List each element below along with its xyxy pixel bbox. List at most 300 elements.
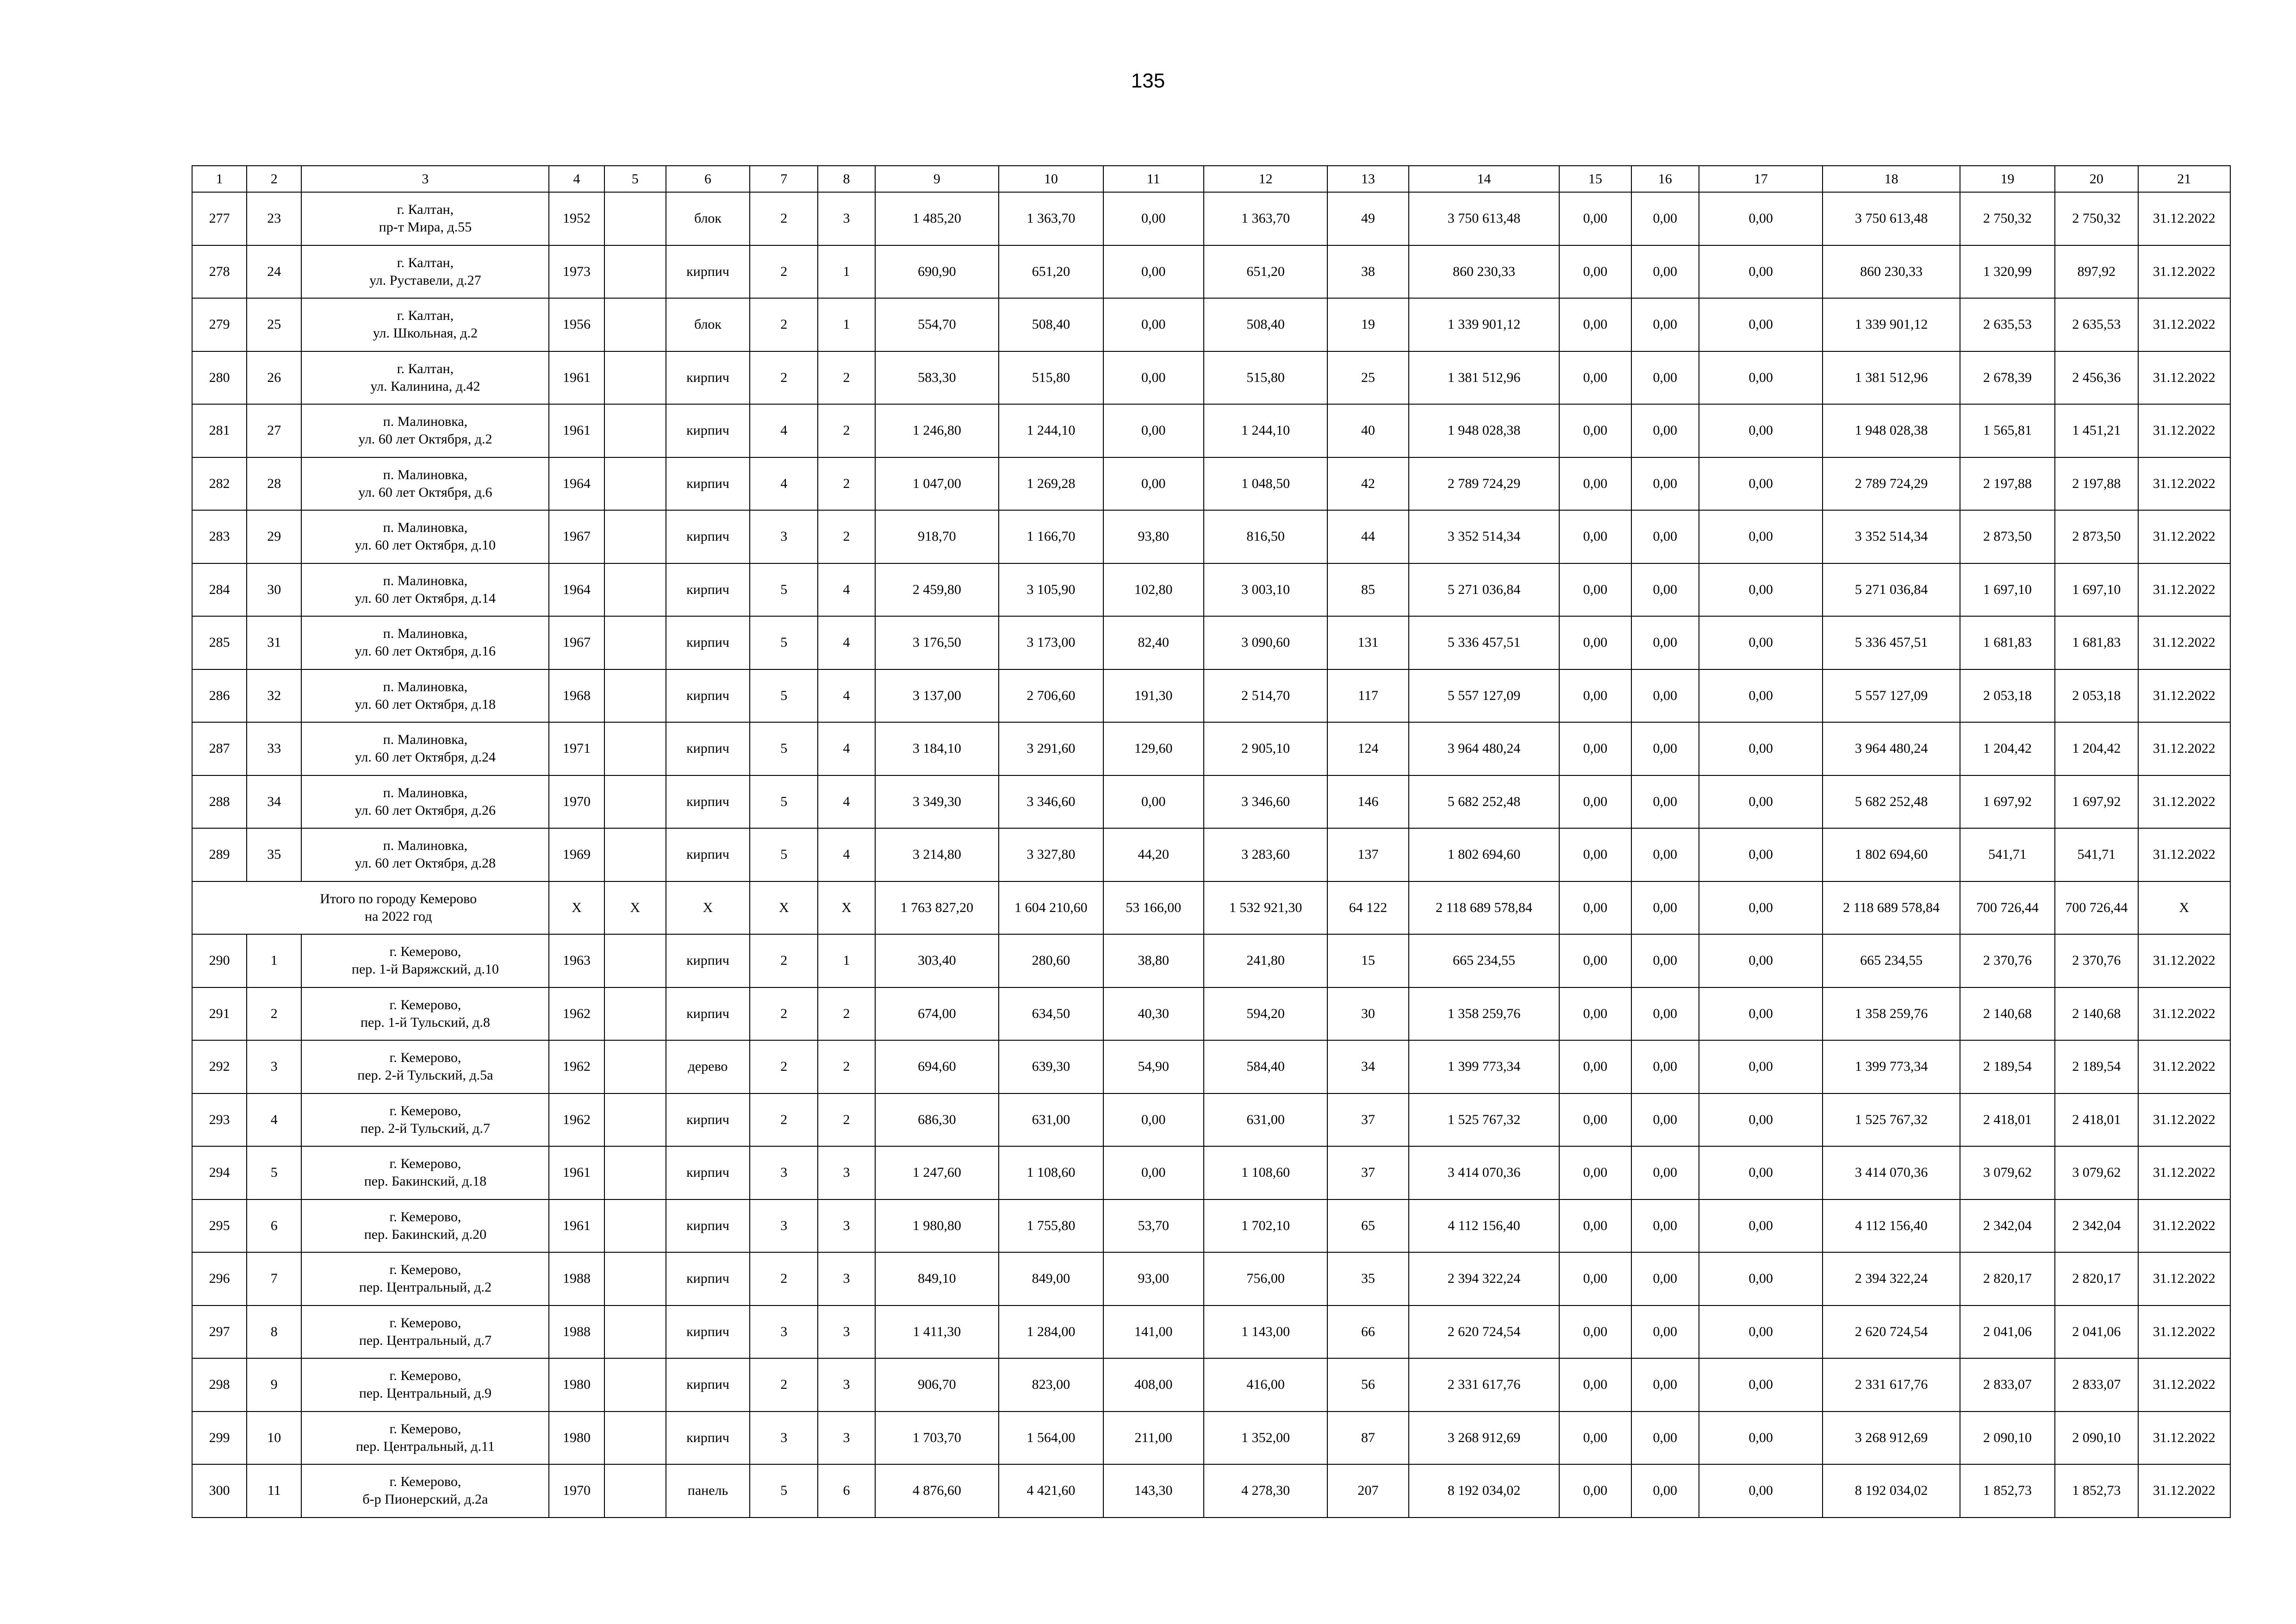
value-cell: 3 750 613,48 bbox=[1409, 192, 1560, 245]
value-cell: 0,00 bbox=[1699, 722, 1823, 775]
address-street: пер. 1-й Варяжский, д.10 bbox=[351, 962, 499, 977]
value-cell: 1980 bbox=[549, 1412, 604, 1465]
value-cell: кирпич bbox=[666, 1412, 750, 1465]
value-cell: 1 108,60 bbox=[1204, 1146, 1327, 1199]
value-cell: 3 214,80 bbox=[875, 828, 999, 881]
value-cell: 0,00 bbox=[1559, 404, 1631, 457]
address-locality: п. Малиновка, bbox=[383, 679, 468, 694]
value-cell: 0,00 bbox=[1699, 404, 1823, 457]
value-cell: 0,00 bbox=[1699, 1040, 1823, 1093]
value-cell: 0,00 bbox=[1699, 563, 1823, 617]
value-cell: 2 620 724,54 bbox=[1409, 1305, 1560, 1359]
value-cell: 82,40 bbox=[1103, 616, 1204, 669]
value-cell: 146 bbox=[1327, 775, 1408, 829]
value-cell: 31.12.2022 bbox=[2138, 245, 2230, 299]
value-cell: 4 bbox=[818, 828, 875, 881]
value-cell: 1 381 512,96 bbox=[1823, 351, 1960, 405]
value-cell: 0,00 bbox=[1699, 192, 1823, 245]
value-cell: 85 bbox=[1327, 563, 1408, 617]
value-cell: 0,00 bbox=[1699, 669, 1823, 723]
value-cell: 5 682 252,48 bbox=[1409, 775, 1560, 829]
value-cell: 674,00 bbox=[875, 987, 999, 1041]
total-value-cell: 700 726,44 bbox=[2055, 881, 2138, 935]
value-cell: 0,00 bbox=[1631, 616, 1699, 669]
value-cell: 0,00 bbox=[1559, 1040, 1631, 1093]
value-cell: 1 bbox=[818, 245, 875, 299]
value-cell: 1952 bbox=[549, 192, 604, 245]
value-cell: 2 331 617,76 bbox=[1409, 1358, 1560, 1412]
address-locality: п. Малиновка, bbox=[383, 626, 468, 642]
local-number-cell: 33 bbox=[247, 722, 301, 775]
row-number-cell: 299 bbox=[192, 1412, 247, 1465]
value-cell: 3 003,10 bbox=[1204, 563, 1327, 617]
value-cell: 31.12.2022 bbox=[2138, 669, 2230, 723]
value-cell: 2 053,18 bbox=[2055, 669, 2138, 723]
value-cell: 53,70 bbox=[1103, 1199, 1204, 1253]
value-cell: 2 bbox=[750, 1040, 818, 1093]
value-cell: 0,00 bbox=[1631, 722, 1699, 775]
address-cell bbox=[301, 616, 549, 669]
table-row bbox=[192, 775, 2230, 829]
column-number-header: 19 bbox=[1960, 166, 2055, 192]
address-cell bbox=[301, 351, 549, 405]
value-cell: 1 339 901,12 bbox=[1409, 298, 1560, 351]
value-cell: 44,20 bbox=[1103, 828, 1204, 881]
value-cell: 1964 bbox=[549, 457, 604, 511]
value-cell: 0,00 bbox=[1631, 669, 1699, 723]
address-locality: п. Малиновка, bbox=[383, 467, 468, 482]
value-cell: 0,00 bbox=[1559, 669, 1631, 723]
value-cell bbox=[604, 404, 666, 457]
value-cell: 1 246,80 bbox=[875, 404, 999, 457]
address-locality: г. Кемерово, bbox=[389, 1156, 461, 1172]
value-cell: 2 789 724,29 bbox=[1823, 457, 1960, 511]
value-cell: 823,00 bbox=[999, 1358, 1103, 1412]
row-number-cell: 293 bbox=[192, 1093, 247, 1147]
value-cell: 1 381 512,96 bbox=[1409, 351, 1560, 405]
value-cell bbox=[604, 1252, 666, 1305]
value-cell: 0,00 bbox=[1559, 351, 1631, 405]
value-cell: 4 bbox=[818, 722, 875, 775]
value-cell: 3 bbox=[750, 1146, 818, 1199]
row-number-cell: 279 bbox=[192, 298, 247, 351]
value-cell: 5 bbox=[750, 722, 818, 775]
value-cell: 1 980,80 bbox=[875, 1199, 999, 1253]
value-cell: 0,00 bbox=[1559, 775, 1631, 829]
value-cell: 42 bbox=[1327, 457, 1408, 511]
value-cell: 2 bbox=[750, 192, 818, 245]
value-cell: 2 750,32 bbox=[2055, 192, 2138, 245]
value-cell: 211,00 bbox=[1103, 1412, 1204, 1465]
value-cell: 1 802 694,60 bbox=[1823, 828, 1960, 881]
value-cell: 918,70 bbox=[875, 510, 999, 563]
value-cell: 1961 bbox=[549, 1199, 604, 1253]
value-cell: 4 bbox=[818, 563, 875, 617]
value-cell: 5 271 036,84 bbox=[1409, 563, 1560, 617]
table-row bbox=[192, 1464, 2230, 1518]
value-cell: 2 bbox=[750, 987, 818, 1041]
value-cell: 3 352 514,34 bbox=[1823, 510, 1960, 563]
address-street: ул. Руставели, д.27 bbox=[369, 272, 481, 288]
total-value-cell: 2 118 689 578,84 bbox=[1823, 881, 1960, 935]
value-cell: 651,20 bbox=[999, 245, 1103, 299]
value-cell: 124 bbox=[1327, 722, 1408, 775]
value-cell: 1 244,10 bbox=[999, 404, 1103, 457]
total-label-line: Итого по городу Кемерово bbox=[320, 891, 477, 906]
table-row bbox=[192, 1146, 2230, 1199]
address-street: ул. 60 лет Октября, д.10 bbox=[355, 537, 496, 553]
value-cell: 1 525 767,32 bbox=[1823, 1093, 1960, 1147]
value-cell: 0,00 bbox=[1559, 1305, 1631, 1359]
value-cell: 1 697,10 bbox=[1960, 563, 2055, 617]
address-cell bbox=[301, 722, 549, 775]
value-cell: 2 bbox=[750, 1252, 818, 1305]
value-cell: 93,00 bbox=[1103, 1252, 1204, 1305]
value-cell: 1 204,42 bbox=[1960, 722, 2055, 775]
value-cell: 1967 bbox=[549, 510, 604, 563]
value-cell: 0,00 bbox=[1699, 298, 1823, 351]
value-cell: 3 414 070,36 bbox=[1409, 1146, 1560, 1199]
address-cell bbox=[301, 192, 549, 245]
value-cell: 1956 bbox=[549, 298, 604, 351]
value-cell: 541,71 bbox=[1960, 828, 2055, 881]
value-cell: 1970 bbox=[549, 775, 604, 829]
column-number-header: 5 bbox=[604, 166, 666, 192]
address-cell bbox=[301, 1358, 549, 1412]
table-row bbox=[192, 1412, 2230, 1465]
total-value-cell: 1 763 827,20 bbox=[875, 881, 999, 935]
value-cell: 0,00 bbox=[1631, 1093, 1699, 1147]
value-cell: кирпич bbox=[666, 1093, 750, 1147]
address-street: ул. 60 лет Октября, д.18 bbox=[355, 696, 496, 712]
value-cell bbox=[604, 298, 666, 351]
value-cell: 31.12.2022 bbox=[2138, 1305, 2230, 1359]
address-street: б-р Пионерский, д.2а bbox=[362, 1492, 488, 1507]
value-cell: 0,00 bbox=[1631, 934, 1699, 987]
value-cell: 31.12.2022 bbox=[2138, 1199, 2230, 1253]
row-number-cell: 281 bbox=[192, 404, 247, 457]
column-number-header: 17 bbox=[1699, 166, 1823, 192]
value-cell: 1 948 028,38 bbox=[1823, 404, 1960, 457]
value-cell: 6 bbox=[818, 1464, 875, 1518]
value-cell: 129,60 bbox=[1103, 722, 1204, 775]
value-cell: 0,00 bbox=[1699, 351, 1823, 405]
row-number-cell: 291 bbox=[192, 987, 247, 1041]
value-cell: 1 244,10 bbox=[1204, 404, 1327, 457]
address-locality: г. Калтан, bbox=[397, 202, 454, 218]
value-cell: 1980 bbox=[549, 1358, 604, 1412]
value-cell: 694,60 bbox=[875, 1040, 999, 1093]
value-cell: 1 411,30 bbox=[875, 1305, 999, 1359]
value-cell: 0,00 bbox=[1699, 616, 1823, 669]
value-cell: 0,00 bbox=[1103, 775, 1204, 829]
value-cell: 191,30 bbox=[1103, 669, 1204, 723]
column-number-header: 9 bbox=[875, 166, 999, 192]
table-row bbox=[192, 1252, 2230, 1305]
value-cell: кирпич bbox=[666, 775, 750, 829]
value-cell: 56 bbox=[1327, 1358, 1408, 1412]
value-cell: 906,70 bbox=[875, 1358, 999, 1412]
value-cell: 241,80 bbox=[1204, 934, 1327, 987]
value-cell: 4 421,60 bbox=[999, 1464, 1103, 1518]
value-cell: 3 346,60 bbox=[999, 775, 1103, 829]
value-cell: 1 485,20 bbox=[875, 192, 999, 245]
column-number-header: 18 bbox=[1823, 166, 1960, 192]
value-cell: 2 394 322,24 bbox=[1409, 1252, 1560, 1305]
column-number-row bbox=[192, 166, 2230, 192]
value-cell: 686,30 bbox=[875, 1093, 999, 1147]
local-number-cell: 28 bbox=[247, 457, 301, 511]
value-cell: 2 bbox=[750, 298, 818, 351]
value-cell bbox=[604, 775, 666, 829]
local-number-cell: 30 bbox=[247, 563, 301, 617]
value-cell: 87 bbox=[1327, 1412, 1408, 1465]
value-cell: 1963 bbox=[549, 934, 604, 987]
value-cell: 1 bbox=[818, 298, 875, 351]
value-cell: 3 173,00 bbox=[999, 616, 1103, 669]
value-cell: 1 247,60 bbox=[875, 1146, 999, 1199]
value-cell: 3 964 480,24 bbox=[1409, 722, 1560, 775]
value-cell: 37 bbox=[1327, 1146, 1408, 1199]
value-cell: 31.12.2022 bbox=[2138, 298, 2230, 351]
value-cell: 1 358 259,76 bbox=[1409, 987, 1560, 1041]
value-cell: 2 459,80 bbox=[875, 563, 999, 617]
value-cell: 3 bbox=[818, 1252, 875, 1305]
value-cell: 0,00 bbox=[1559, 457, 1631, 511]
value-cell: 2 873,50 bbox=[1960, 510, 2055, 563]
local-number-cell: 6 bbox=[247, 1199, 301, 1253]
value-cell: 3 352 514,34 bbox=[1409, 510, 1560, 563]
value-cell bbox=[604, 1464, 666, 1518]
column-number-header: 14 bbox=[1409, 166, 1560, 192]
value-cell: 897,92 bbox=[2055, 245, 2138, 299]
column-number-header: 20 bbox=[2055, 166, 2138, 192]
value-cell: 5 557 127,09 bbox=[1409, 669, 1560, 723]
value-cell: 0,00 bbox=[1699, 457, 1823, 511]
value-cell: 1962 bbox=[549, 1040, 604, 1093]
address-locality: г. Кемерово, bbox=[389, 1315, 461, 1330]
value-cell: 816,50 bbox=[1204, 510, 1327, 563]
address-cell bbox=[301, 457, 549, 511]
value-cell: 690,90 bbox=[875, 245, 999, 299]
local-number-cell: 34 bbox=[247, 775, 301, 829]
table-row bbox=[192, 616, 2230, 669]
address-locality: п. Малиновка, bbox=[383, 414, 468, 430]
value-cell: 1 703,70 bbox=[875, 1412, 999, 1465]
value-cell: 1 681,83 bbox=[1960, 616, 2055, 669]
value-cell: 2 bbox=[750, 1358, 818, 1412]
table-row bbox=[192, 1199, 2230, 1253]
value-cell: 1 948 028,38 bbox=[1409, 404, 1560, 457]
value-cell: 2 140,68 bbox=[2055, 987, 2138, 1041]
value-cell: 2 bbox=[818, 510, 875, 563]
value-cell: 860 230,33 bbox=[1823, 245, 1960, 299]
value-cell: 1967 bbox=[549, 616, 604, 669]
value-cell: 3 090,60 bbox=[1204, 616, 1327, 669]
value-cell: 0,00 bbox=[1559, 1464, 1631, 1518]
value-cell: 1 681,83 bbox=[2055, 616, 2138, 669]
row-number-cell: 296 bbox=[192, 1252, 247, 1305]
local-number-cell: 32 bbox=[247, 669, 301, 723]
value-cell: 31.12.2022 bbox=[2138, 563, 2230, 617]
row-number-cell: 286 bbox=[192, 669, 247, 723]
value-cell: 0,00 bbox=[1559, 722, 1631, 775]
value-cell: 38,80 bbox=[1103, 934, 1204, 987]
value-cell: кирпич bbox=[666, 351, 750, 405]
value-cell: 0,00 bbox=[1699, 245, 1823, 299]
housing-registry-table bbox=[192, 165, 2231, 1518]
total-value-cell: 53 166,00 bbox=[1103, 881, 1204, 935]
column-number-header: 2 bbox=[247, 166, 301, 192]
value-cell: 2 bbox=[818, 404, 875, 457]
value-cell: 5 557 127,09 bbox=[1823, 669, 1960, 723]
local-number-cell: 35 bbox=[247, 828, 301, 881]
value-cell: кирпич bbox=[666, 1252, 750, 1305]
value-cell: 2 342,04 bbox=[1960, 1199, 2055, 1253]
value-cell: 1 802 694,60 bbox=[1409, 828, 1560, 881]
value-cell: 651,20 bbox=[1204, 245, 1327, 299]
value-cell: 3 079,62 bbox=[1960, 1146, 2055, 1199]
value-cell: 31.12.2022 bbox=[2138, 616, 2230, 669]
value-cell: 0,00 bbox=[1559, 1146, 1631, 1199]
value-cell bbox=[604, 457, 666, 511]
value-cell: 31.12.2022 bbox=[2138, 1146, 2230, 1199]
value-cell: 5 336 457,51 bbox=[1409, 616, 1560, 669]
value-cell: блок bbox=[666, 298, 750, 351]
value-cell: 31.12.2022 bbox=[2138, 1040, 2230, 1093]
value-cell: 1973 bbox=[549, 245, 604, 299]
table-row bbox=[192, 298, 2230, 351]
address-locality: г. Кемерово, bbox=[389, 1103, 461, 1118]
value-cell: 3 bbox=[818, 1412, 875, 1465]
address-cell bbox=[301, 1412, 549, 1465]
value-cell: 2 370,76 bbox=[1960, 934, 2055, 987]
value-cell: 2 189,54 bbox=[1960, 1040, 2055, 1093]
local-number-cell: 25 bbox=[247, 298, 301, 351]
local-number-cell: 3 bbox=[247, 1040, 301, 1093]
value-cell: 1 269,28 bbox=[999, 457, 1103, 511]
value-cell: 49 bbox=[1327, 192, 1408, 245]
value-cell: 554,70 bbox=[875, 298, 999, 351]
value-cell: кирпич bbox=[666, 669, 750, 723]
value-cell bbox=[604, 828, 666, 881]
column-number-header: 8 bbox=[818, 166, 875, 192]
value-cell: 31.12.2022 bbox=[2138, 987, 2230, 1041]
address-locality: п. Малиновка, bbox=[383, 838, 468, 854]
value-cell: 639,30 bbox=[999, 1040, 1103, 1093]
value-cell: 3 bbox=[818, 1199, 875, 1253]
value-cell: 0,00 bbox=[1559, 1093, 1631, 1147]
value-cell: 0,00 bbox=[1699, 934, 1823, 987]
address-locality: п. Малиновка, bbox=[383, 785, 468, 800]
local-number-cell: 24 bbox=[247, 245, 301, 299]
total-label bbox=[192, 881, 549, 935]
value-cell: 631,00 bbox=[1204, 1093, 1327, 1147]
value-cell: 0,00 bbox=[1559, 934, 1631, 987]
address-locality: г. Калтан, bbox=[397, 308, 454, 324]
value-cell: 207 bbox=[1327, 1464, 1408, 1518]
value-cell: 2 750,32 bbox=[1960, 192, 2055, 245]
value-cell: 0,00 bbox=[1631, 192, 1699, 245]
address-street: пер. Центральный, д.7 bbox=[359, 1332, 492, 1348]
value-cell: 2 197,88 bbox=[2055, 457, 2138, 511]
address-locality: г. Кемерово, bbox=[389, 1421, 461, 1437]
address-locality: г. Калтан, bbox=[397, 255, 454, 270]
value-cell: 15 bbox=[1327, 934, 1408, 987]
value-cell: 4 bbox=[818, 669, 875, 723]
value-cell: 2 514,70 bbox=[1204, 669, 1327, 723]
value-cell: 0,00 bbox=[1559, 828, 1631, 881]
value-cell: 4 278,30 bbox=[1204, 1464, 1327, 1518]
value-cell: 93,80 bbox=[1103, 510, 1204, 563]
value-cell: 1 363,70 bbox=[1204, 192, 1327, 245]
address-street: пр-т Мира, д.55 bbox=[379, 219, 472, 235]
value-cell: 1961 bbox=[549, 404, 604, 457]
total-value-cell: 64 122 bbox=[1327, 881, 1408, 935]
value-cell: 0,00 bbox=[1559, 245, 1631, 299]
address-locality: г. Кемерово, bbox=[389, 1262, 461, 1278]
value-cell: 4 bbox=[750, 457, 818, 511]
total-value-cell: 1 532 921,30 bbox=[1204, 881, 1327, 935]
value-cell: 1 048,50 bbox=[1204, 457, 1327, 511]
value-cell: 2 bbox=[818, 351, 875, 405]
address-street: пер. Центральный, д.2 bbox=[359, 1280, 492, 1295]
value-cell: 3 bbox=[818, 1358, 875, 1412]
address-cell bbox=[301, 1464, 549, 1518]
local-number-cell: 9 bbox=[247, 1358, 301, 1412]
value-cell: 634,50 bbox=[999, 987, 1103, 1041]
total-value-cell: X bbox=[604, 881, 666, 935]
value-cell: 0,00 bbox=[1103, 1146, 1204, 1199]
value-cell: 416,00 bbox=[1204, 1358, 1327, 1412]
value-cell: 2 bbox=[818, 1093, 875, 1147]
value-cell: 5 271 036,84 bbox=[1823, 563, 1960, 617]
value-cell: 3 bbox=[750, 1412, 818, 1465]
value-cell: 3 bbox=[818, 1146, 875, 1199]
total-value-cell: 0,00 bbox=[1699, 881, 1823, 935]
row-number-cell: 300 bbox=[192, 1464, 247, 1518]
value-cell bbox=[604, 1093, 666, 1147]
value-cell: 0,00 bbox=[1699, 510, 1823, 563]
address-cell bbox=[301, 1146, 549, 1199]
value-cell: 5 336 457,51 bbox=[1823, 616, 1960, 669]
value-cell bbox=[604, 1146, 666, 1199]
value-cell: 1988 bbox=[549, 1305, 604, 1359]
value-cell: 665 234,55 bbox=[1823, 934, 1960, 987]
address-street: ул. 60 лет Октября, д.28 bbox=[355, 856, 496, 871]
value-cell: 31.12.2022 bbox=[2138, 1252, 2230, 1305]
value-cell: 31.12.2022 bbox=[2138, 934, 2230, 987]
value-cell: 0,00 bbox=[1559, 563, 1631, 617]
table-row bbox=[192, 669, 2230, 723]
value-cell: кирпич bbox=[666, 1199, 750, 1253]
value-cell: 4 112 156,40 bbox=[1409, 1199, 1560, 1253]
value-cell: 1 320,99 bbox=[1960, 245, 2055, 299]
value-cell bbox=[604, 934, 666, 987]
value-cell: 3 079,62 bbox=[2055, 1146, 2138, 1199]
value-cell: 0,00 bbox=[1631, 775, 1699, 829]
value-cell: 1961 bbox=[549, 351, 604, 405]
value-cell: 0,00 bbox=[1559, 616, 1631, 669]
value-cell: 1 399 773,34 bbox=[1409, 1040, 1560, 1093]
address-street: пер. Центральный, д.9 bbox=[359, 1386, 492, 1401]
value-cell: 8 192 034,02 bbox=[1409, 1464, 1560, 1518]
value-cell: 31.12.2022 bbox=[2138, 351, 2230, 405]
column-number-header: 10 bbox=[999, 166, 1103, 192]
local-number-cell: 23 bbox=[247, 192, 301, 245]
row-number-cell: 280 bbox=[192, 351, 247, 405]
value-cell: 4 876,60 bbox=[875, 1464, 999, 1518]
